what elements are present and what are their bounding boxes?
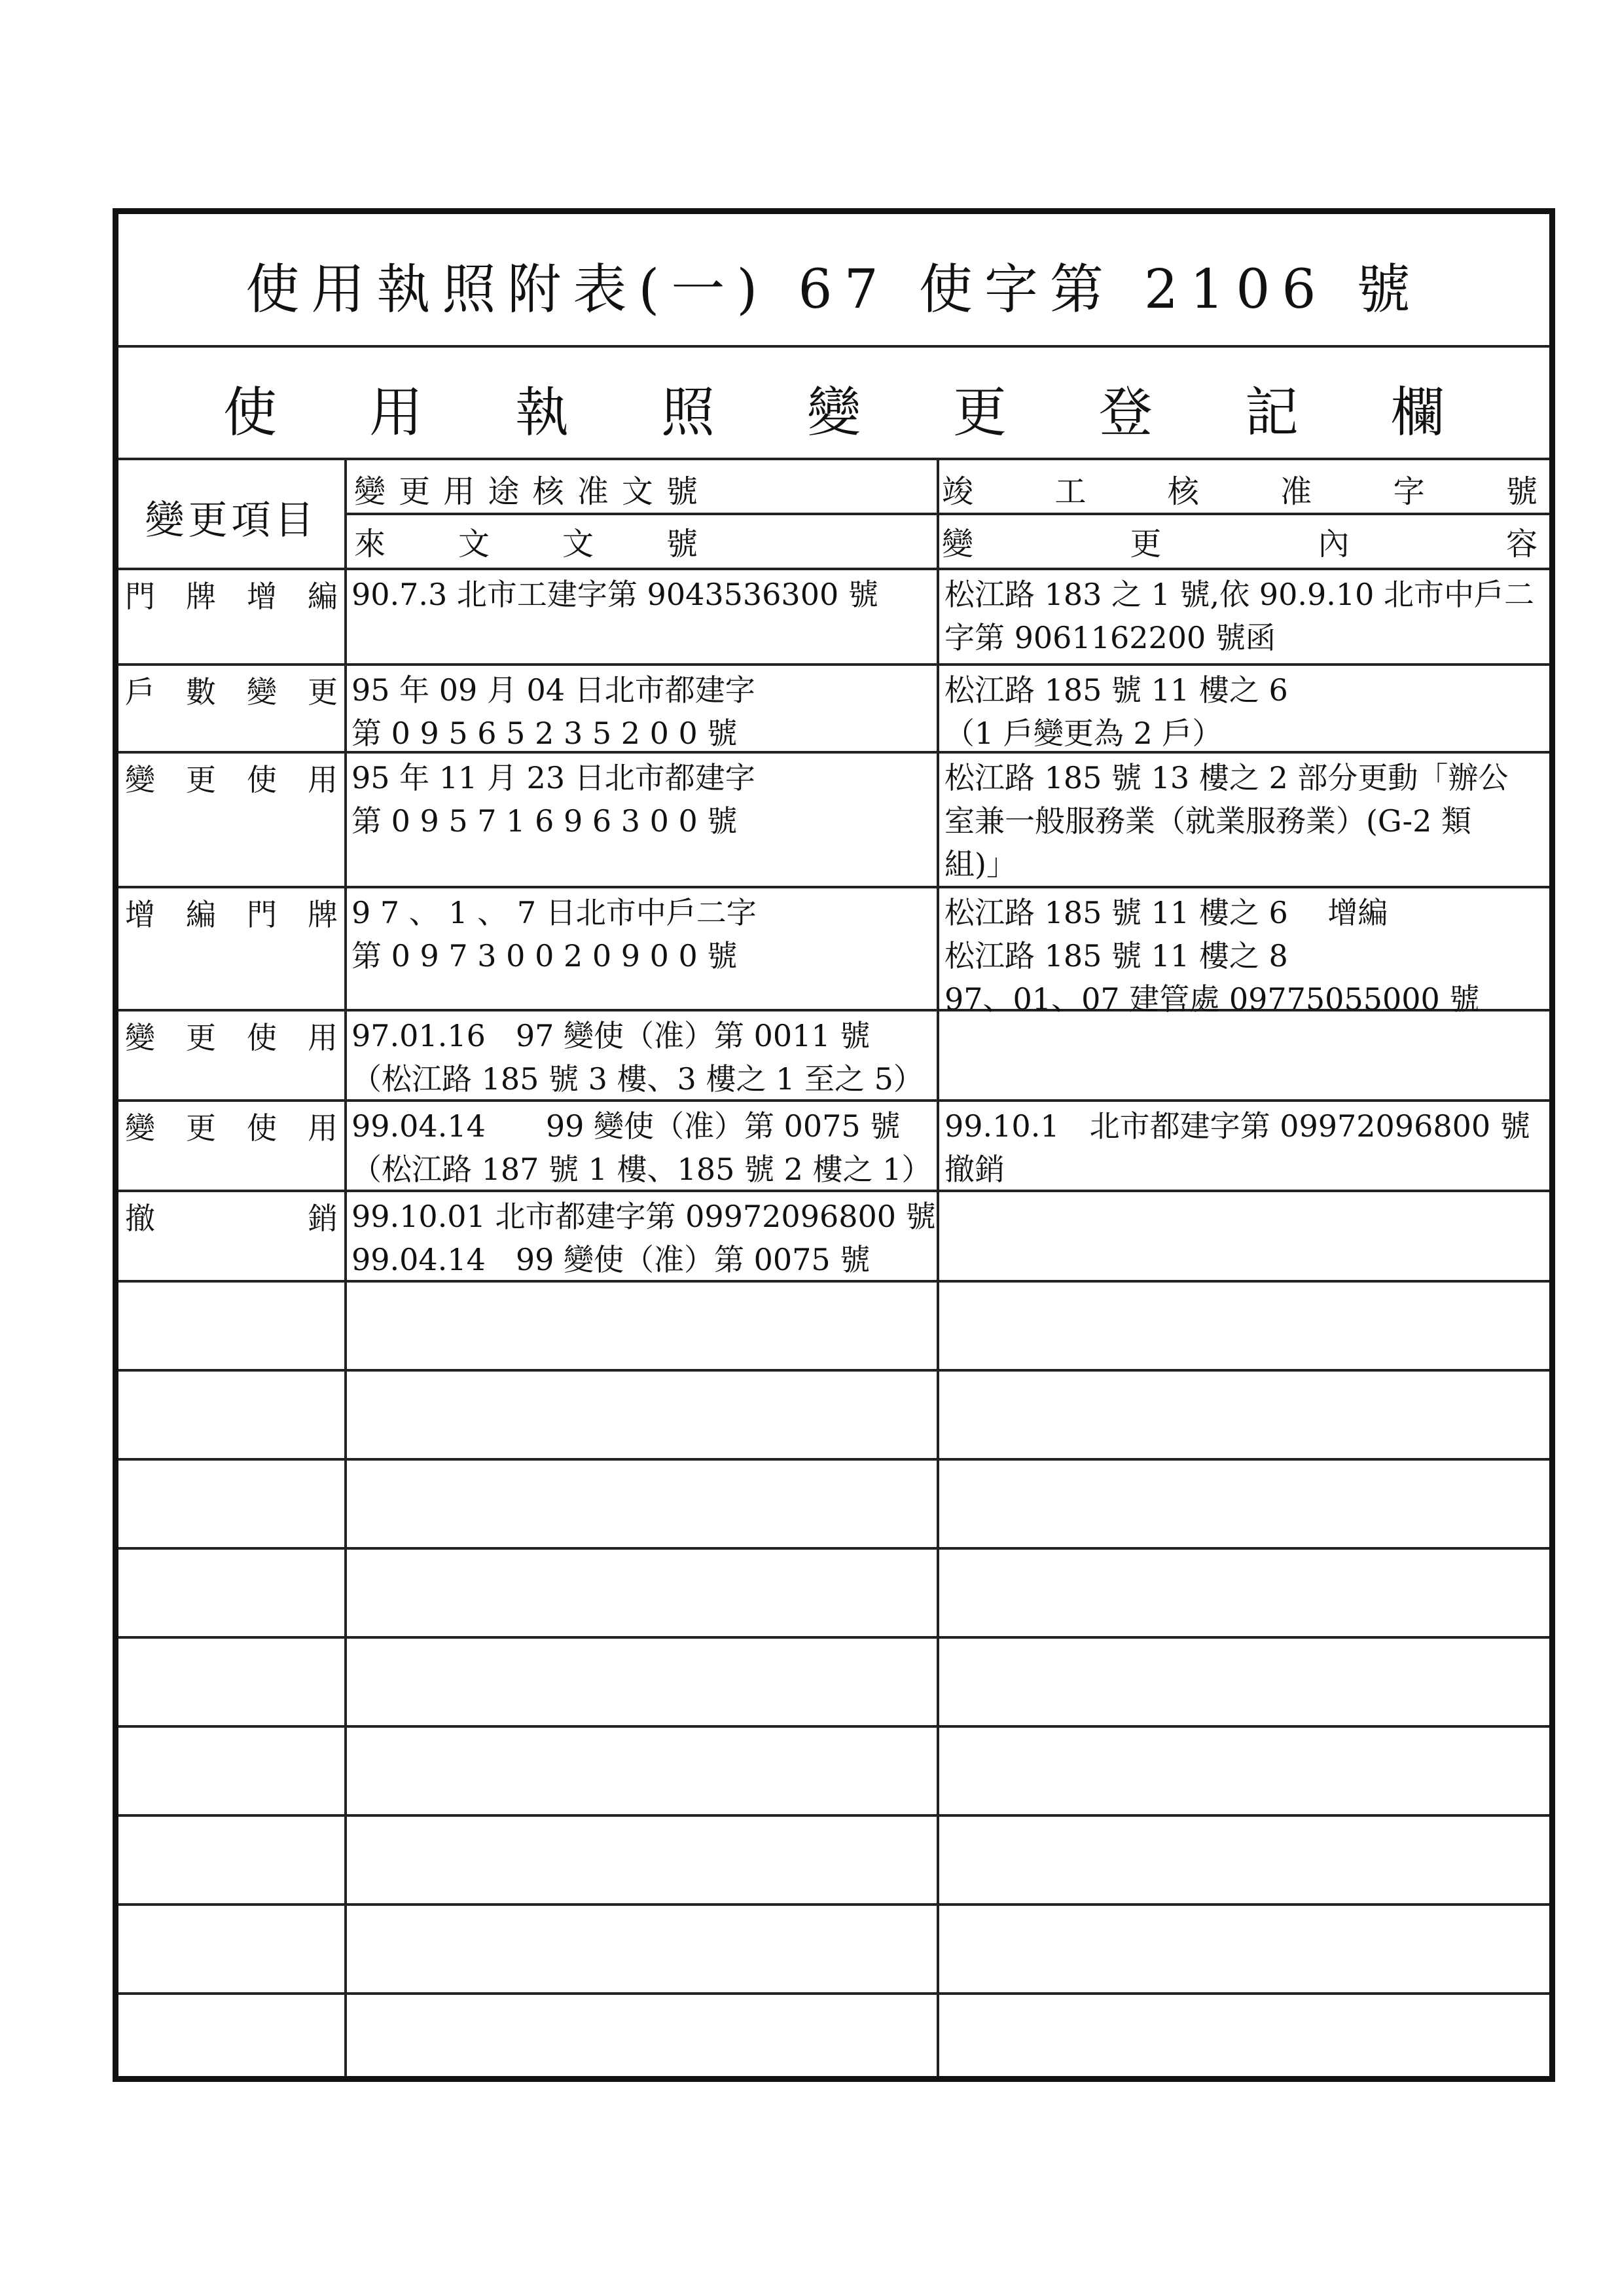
doc-line: 99.04.14 99 變使（准）第 0075 號 — [351, 1108, 901, 1144]
char: 用 — [308, 1110, 338, 1146]
doc-line: 97.01.16 97 變使（准）第 0011 號 — [351, 1018, 871, 1053]
char: 更 — [952, 382, 1007, 444]
char: 撤 — [125, 1201, 155, 1236]
char: 欄 — [1390, 382, 1445, 444]
section-title — [223, 370, 1445, 446]
row-change-item — [125, 1195, 338, 1238]
char: 用 — [308, 762, 338, 797]
char: 核 — [532, 473, 564, 510]
row-change-item — [125, 756, 338, 799]
char: 戶 — [125, 674, 155, 710]
char: 核 — [1167, 473, 1199, 510]
doc-line: 第 0 9 7 3 0 0 2 0 9 0 0 號 — [351, 938, 738, 974]
row-divider — [118, 568, 1549, 570]
char: 文 — [562, 526, 594, 562]
char: 更 — [399, 473, 431, 510]
header-completion-no — [942, 466, 1537, 511]
char: 變 — [125, 762, 155, 797]
char: 使 — [247, 1110, 277, 1146]
row-divider — [118, 751, 1549, 754]
row-divider — [118, 1992, 1549, 1995]
char: 變 — [125, 1110, 155, 1146]
char: 號 — [1505, 473, 1537, 510]
char: 門 — [125, 579, 155, 614]
char: 牌 — [308, 897, 338, 932]
char: 用 — [369, 382, 423, 444]
char: 變 — [247, 674, 277, 710]
row-divider — [118, 1636, 1549, 1639]
content-line: 松江路 185 號 11 樓之 6 — [944, 672, 1288, 708]
char: 使 — [223, 382, 278, 444]
content-line: 撤銷 — [944, 1152, 1005, 1187]
header-approval-doc-no — [354, 466, 698, 511]
doc-line: 第 0 9 5 6 5 2 3 5 2 0 0 號 — [351, 716, 738, 751]
char: 文 — [458, 526, 490, 562]
row-divider — [118, 1814, 1549, 1817]
divider — [344, 513, 1549, 515]
content-line: 室兼一般服務業（就業服務業）(G-2 類 — [944, 803, 1471, 839]
char: 銷 — [308, 1201, 338, 1236]
char: 變 — [806, 382, 861, 444]
char: 使 — [247, 762, 277, 797]
char: 用 — [443, 473, 475, 510]
row-divider — [118, 1369, 1549, 1372]
row-document-no — [351, 1014, 924, 1101]
row-change-item — [125, 668, 338, 712]
content-line: 松江路 185 號 13 樓之 2 部分更動「辦公 — [944, 760, 1509, 795]
char: 用 — [308, 1020, 338, 1055]
char: 更 — [1130, 526, 1162, 562]
char: 文 — [621, 473, 653, 510]
row-change-item — [125, 1014, 338, 1057]
row-change-item — [125, 573, 338, 616]
doc-line: （松江路 185 號 3 樓、3 樓之 1 至之 5） — [351, 1061, 924, 1097]
char: 更 — [186, 762, 216, 797]
row-change-content — [944, 756, 1508, 886]
char: 號 — [666, 526, 698, 562]
header-change-item: 變更項目 — [145, 498, 318, 543]
char: 增 — [247, 579, 277, 614]
char: 編 — [308, 579, 338, 614]
char: 照 — [660, 382, 715, 444]
content-line: 99.10.1 北市都建字第 09972096800 號 — [944, 1108, 1530, 1144]
column-divider — [937, 458, 939, 2076]
char: 途 — [488, 473, 520, 510]
row-document-no — [351, 573, 878, 616]
content-line: （1 戶變更為 2 戶） — [944, 716, 1223, 751]
char: 變 — [125, 1020, 155, 1055]
row-divider — [118, 1725, 1549, 1728]
char: 來 — [354, 526, 386, 562]
row-document-no — [351, 1104, 931, 1191]
char: 內 — [1318, 526, 1350, 562]
doc-line: 95 年 11 月 23 日北市都建字 — [351, 760, 755, 795]
content-line: 松江路 185 號 11 樓之 8 — [944, 938, 1288, 974]
header-incoming-doc-no — [354, 519, 698, 564]
char: 字 — [1393, 473, 1425, 510]
row-document-no — [351, 756, 755, 843]
char: 更 — [186, 1020, 216, 1055]
content-line: 組)」 — [944, 847, 1016, 882]
row-document-no — [351, 668, 755, 755]
char: 增 — [125, 897, 155, 932]
char: 號 — [666, 473, 698, 510]
doc-line: 90.7.3 北市工建字第 9043536300 號 — [351, 577, 878, 612]
header-change-content — [942, 519, 1537, 564]
content-line: 字第 9061162200 號函 — [944, 620, 1276, 655]
doc-line: 第 0 9 5 7 1 6 9 6 3 0 0 號 — [351, 803, 738, 839]
row-change-content — [944, 668, 1288, 755]
char: 竣 — [942, 473, 974, 510]
char: 准 — [1280, 473, 1312, 510]
char: 編 — [186, 897, 216, 932]
doc-line: （松江路 187 號 1 樓、185 號 2 樓之 1） — [351, 1152, 932, 1187]
row-divider — [118, 1547, 1549, 1550]
char: 准 — [577, 473, 609, 510]
column-divider — [344, 458, 347, 2076]
doc-line: 99.10.01 北市都建字第 09972096800 號 — [351, 1199, 936, 1234]
page-title: 使用執照附表(一) 67 使字第 2106 號 — [245, 259, 1422, 321]
doc-line: 99.04.14 99 變使（准）第 0075 號 — [351, 1242, 871, 1277]
row-document-no — [351, 1195, 936, 1281]
row-divider — [118, 1903, 1549, 1906]
row-change-content — [944, 1104, 1530, 1191]
divider — [118, 345, 1549, 348]
row-change-content — [944, 573, 1534, 659]
divider — [118, 458, 1549, 460]
char: 執 — [514, 382, 569, 444]
row-change-item — [125, 891, 338, 934]
content-line: 松江路 183 之 1 號,依 90.9.10 北市中戶二 — [944, 577, 1534, 612]
char: 數 — [186, 674, 216, 710]
content-line: 松江路 185 號 11 樓之 6 增編 — [944, 895, 1388, 930]
char: 變 — [354, 473, 386, 510]
char: 更 — [186, 1110, 216, 1146]
content-line: 97、01、07 建管處 09775055000 號 — [944, 981, 1480, 1017]
row-divider — [118, 663, 1549, 666]
char: 登 — [1098, 382, 1153, 444]
row-divider — [118, 886, 1549, 888]
doc-line: 9 7 、 1 、 7 日北市中戶二字 — [351, 895, 757, 930]
char: 變 — [942, 526, 974, 562]
char: 容 — [1505, 526, 1537, 562]
char: 更 — [308, 674, 338, 710]
row-change-content — [944, 891, 1479, 1021]
char: 門 — [247, 897, 277, 932]
char: 工 — [1054, 473, 1087, 510]
char: 牌 — [186, 579, 216, 614]
row-change-item — [125, 1104, 338, 1148]
form-sheet — [113, 208, 1555, 2082]
char: 使 — [247, 1020, 277, 1055]
char: 記 — [1244, 382, 1299, 444]
doc-line: 95 年 09 月 04 日北市都建字 — [351, 672, 755, 708]
row-document-no — [351, 891, 757, 977]
row-divider — [118, 1458, 1549, 1461]
